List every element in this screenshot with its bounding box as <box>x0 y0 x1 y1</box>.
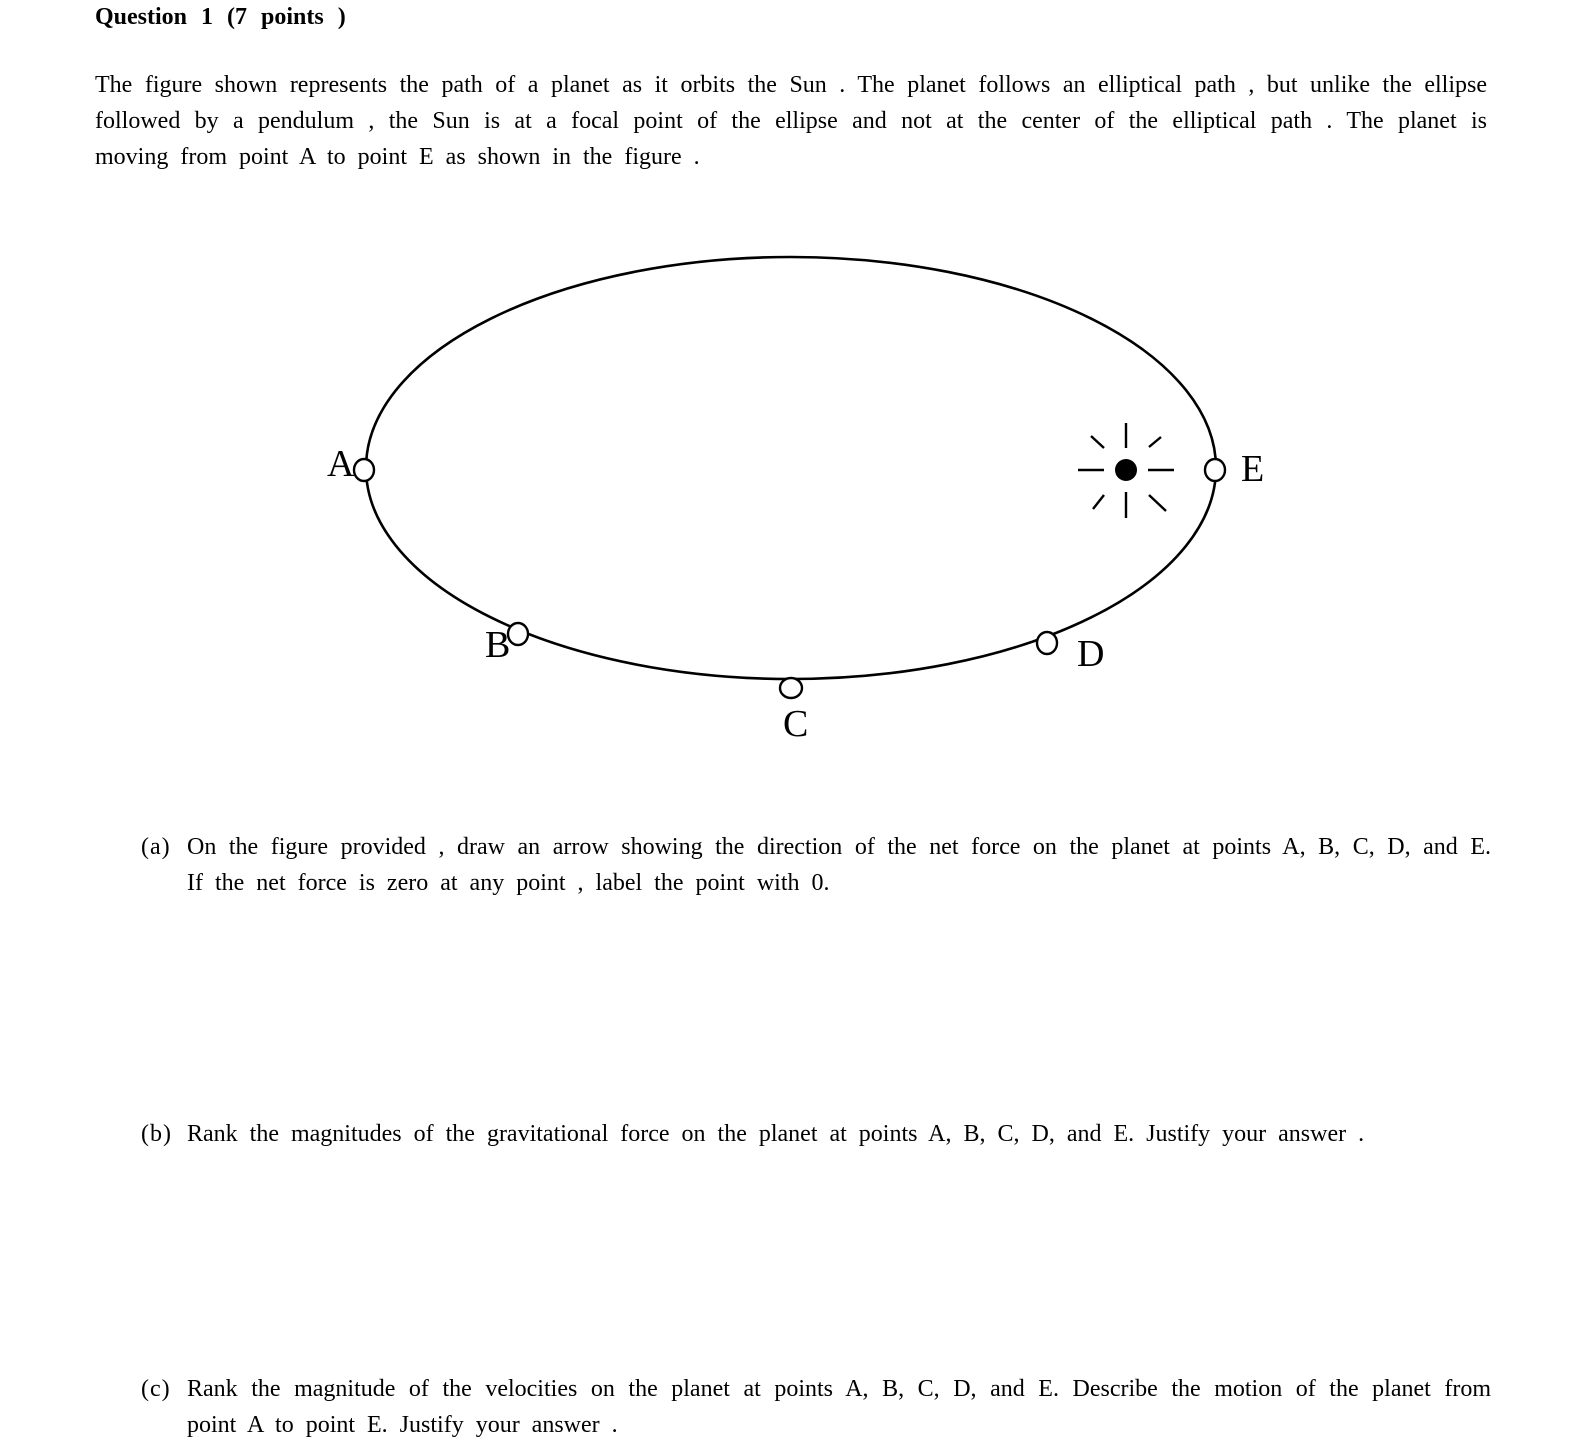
question-label: Question <box>95 4 188 30</box>
part-b-text: Rank the magnitudes of the gravitational force on the planet at points A, B, C, D, and E. Justify your answer . <box>187 1121 1365 1147</box>
part-a <box>141 829 1491 901</box>
planet-marker-d <box>1037 632 1057 654</box>
point-label-e: E <box>1241 448 1265 490</box>
intro-paragraph: The figure shown represents the path of a planet as it orbits the Sun . The planet follows an elliptical path , but unlike the ellipse followed by a pendulum , the Sun is at a focal point of the ellipse and not at the center of the elliptical path . The planet is moving from point A to point E as shown in the figure . <box>95 72 1487 170</box>
point-label-c: C <box>783 703 809 745</box>
part-a-text: On the figure provided , draw an arrow showing the direction of the net force on the planet at points A, B, C, D, and E. If the net force is zero at any point , label the point with 0. <box>187 834 1491 896</box>
part-c-marker: (c) <box>141 1376 171 1402</box>
planet-marker-c <box>780 678 802 698</box>
part-c <box>141 1371 1491 1443</box>
point-label-b: B <box>485 624 511 666</box>
part-b <box>141 1116 1491 1152</box>
planet-marker-e <box>1205 459 1225 481</box>
point-label-d: D <box>1077 633 1105 675</box>
part-b-marker: (b) <box>141 1121 172 1147</box>
question-points: 1 (7 points ) <box>201 4 346 30</box>
orbit-ellipse <box>366 257 1216 679</box>
point-label-a: A <box>327 443 355 485</box>
part-a-marker: (a) <box>141 834 171 860</box>
part-c-text: Rank the magnitude of the velocities on the planet at points A, B, C, D, and E. Describe the motion of the planet from point A to point E. Justify your answer . <box>187 1376 1491 1438</box>
planet-marker-b <box>508 623 528 645</box>
sun-icon <box>1078 423 1174 518</box>
planet-marker-a <box>354 459 374 481</box>
